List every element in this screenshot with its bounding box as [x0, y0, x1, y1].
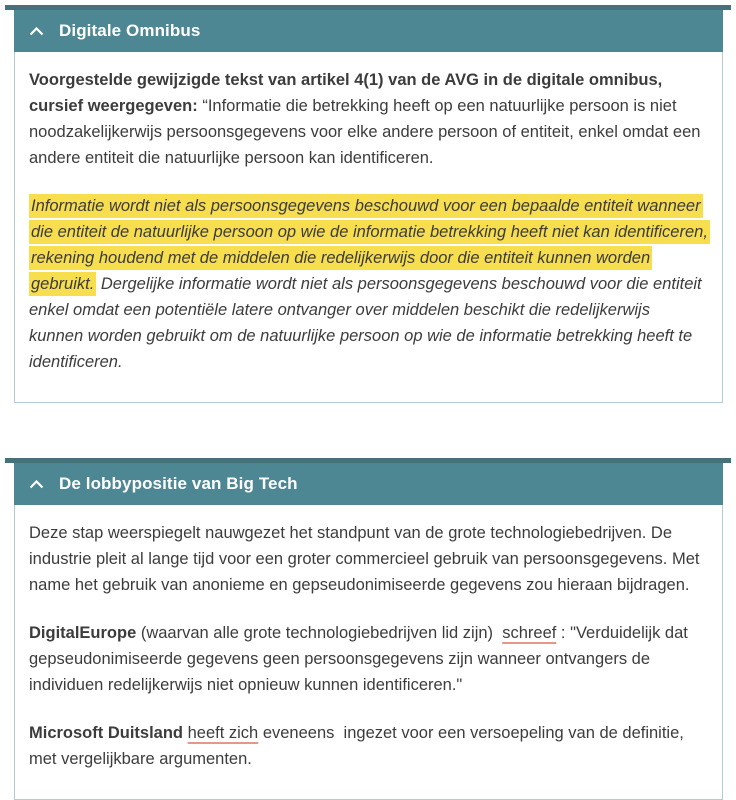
paragraph-big-tech-standpunt: Deze stap weerspiegelt nauwgezet het standpunt van de grote technologiebedrijven. De industrie pleit al lange tijd voor een groter commercieel gebruik van persoonsgegevens. Met name het gebruik van anonieme en gepseudonimiseerde gegevens zou hieraan bijdragen. — [29, 524, 700, 594]
intro-regular-text: “Informatie die betrekking heeft op een natuurlijke persoon is niet noodzakelijkerwijs persoonsgegevens voor elke andere persoon of entiteit, enkel omdat een andere entiteit die natuurlijke persoon kan identificeren. — [29, 97, 701, 167]
chevron-up-icon — [28, 480, 44, 489]
highlighted-text: Informatie wordt niet als persoonsgegevens beschouwd voor een bepaalde entiteit wanneer die entiteit de natuurlijke persoon op wie de informatie betrekking heeft niet kan identificeren, rekening houdend met de middelen die redelijkerwijs door die entiteit kunnen worden gebruikt. — [29, 194, 710, 296]
paragraph-microsoft-duitsland — [29, 720, 708, 772]
paragraph-quoted-article-text — [29, 193, 708, 375]
section-top-divider — [5, 5, 731, 10]
accordion-section-digitale-omnibus — [14, 10, 723, 403]
digitaleurope-quote-text: : "Verduidelijk dat gepseudonimiseerde gegevens geen persoonsgegevens zijn wanneer ontvangers de individuen redelijkerwijs niet opnieuw kunnen identificeren." — [29, 624, 688, 694]
accordion-section-lobbypositie-big-tech — [14, 463, 723, 800]
quote-rest-text: Dergelijke informatie wordt niet als persoonsgegevens beschouwd voor die entiteit enkel omdat een potentiële latere ontvanger over middelen beschikt die redelijkerwijs kunnen worden gebruikt om de natuurlijke persoon op wie de informatie betrekking heeft te identificeren. — [29, 275, 702, 371]
chevron-up-icon — [28, 27, 44, 36]
accordion-title: De lobbypositie van Big Tech — [59, 474, 298, 493]
accordion-header-digitale-omnibus[interactable] — [14, 10, 723, 52]
microsoft-post-link-text: eveneens ingezet voor een versoepeling van de definitie, met vergelijkbare argumenten. — [29, 724, 684, 768]
schreef-link[interactable]: schreef — [502, 624, 557, 642]
accordion-title: Digitale Omnibus — [59, 21, 201, 40]
accordion-header-lobbypositie-big-tech[interactable] — [14, 463, 723, 505]
microsoft-duitsland-bold: Microsoft Duitsland — [29, 724, 184, 742]
paragraph-digitaleurope — [29, 620, 708, 698]
digitaleurope-pre-link-text: (waarvan alle grote technologiebedrijven lid zijn) — [136, 624, 503, 642]
accordion-body-lobbypositie-big-tech — [14, 505, 723, 800]
section-top-divider — [5, 458, 731, 463]
accordion-body-digitale-omnibus — [14, 52, 723, 403]
paragraph-intro — [29, 67, 708, 171]
intro-bold-text: Voorgestelde gewijzigde tekst van artikel 4(1) van de AVG in de digitale omnibus, cursief weergegeven: — [29, 71, 663, 115]
digitaleurope-bold: DigitalEurope — [29, 624, 137, 642]
heeft-zich-link[interactable]: heeft zich — [187, 724, 259, 742]
